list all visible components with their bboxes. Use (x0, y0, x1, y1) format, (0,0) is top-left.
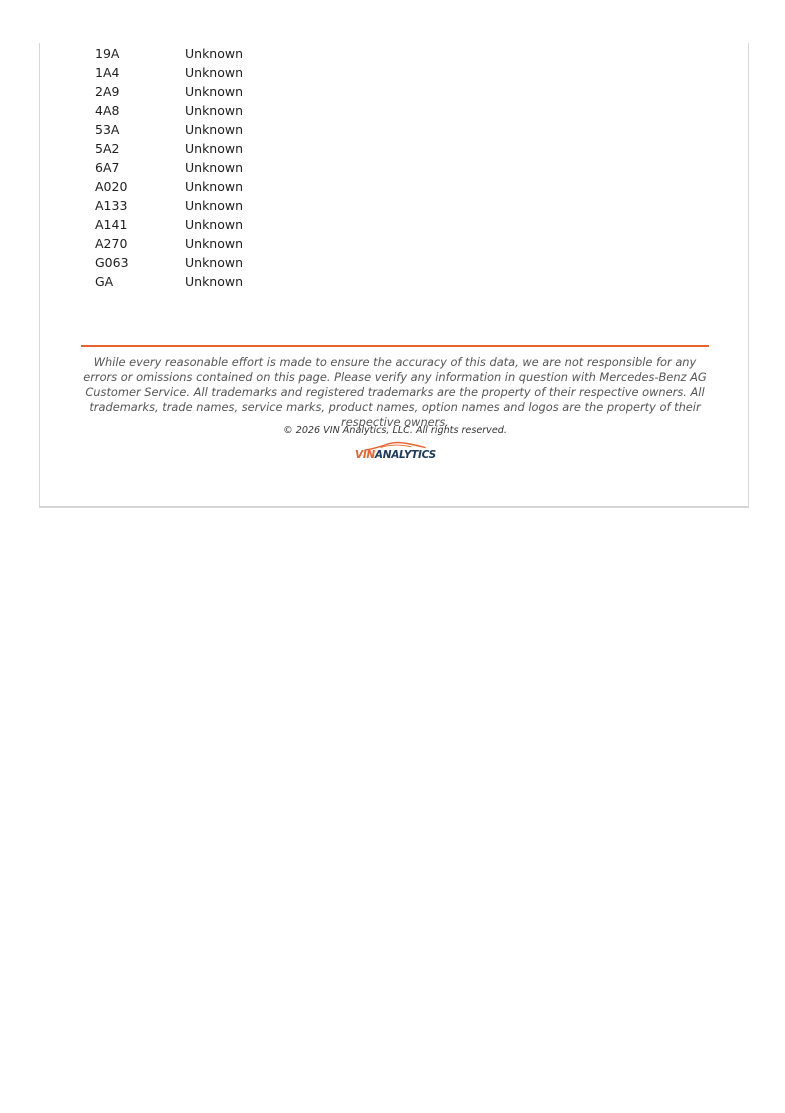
option-description: Unknown (185, 236, 244, 251)
option-code: A133 (95, 198, 128, 213)
table-row (95, 253, 385, 272)
option-code: GA (95, 274, 114, 289)
option-description: Unknown (185, 160, 244, 175)
option-description: Unknown (185, 122, 244, 137)
option-code: 5A2 (95, 141, 120, 156)
options-table (95, 44, 385, 291)
copyright-text: © 2026 VIN Analytics, LLC. All rights reserved. (283, 425, 507, 436)
option-description: Unknown (185, 274, 244, 289)
table-row (95, 139, 385, 158)
option-description: Unknown (185, 217, 244, 232)
table-row (95, 101, 385, 120)
option-code: 53A (95, 122, 120, 137)
option-code: G063 (95, 255, 129, 270)
option-code: A141 (95, 217, 128, 232)
disclaimer-text: While every reasonable effort is made to ensure the accuracy of this data, we are not responsible for any errors or omissions contained on this page. Please verify any information in question with Mercedes-Benz AG Customer Service. All trademarks and registered trademarks are the property of their respective owners. All trademarks, trade names, service marks, product names, option names and logos are the property of their respective owners. (83, 355, 707, 429)
option-code: 2A9 (95, 84, 120, 99)
option-description: Unknown (185, 46, 244, 61)
table-row (95, 120, 385, 139)
option-code: 1A4 (95, 65, 120, 80)
option-code: 4A8 (95, 103, 120, 118)
option-description: Unknown (185, 179, 244, 194)
vin-analytics-logo (349, 440, 439, 464)
option-code: A270 (95, 236, 128, 251)
table-row (95, 272, 385, 291)
footer-divider (81, 345, 709, 347)
table-row (95, 63, 385, 82)
option-code: A020 (95, 179, 128, 194)
option-description: Unknown (185, 141, 244, 156)
table-row (95, 158, 385, 177)
options-table-body (95, 44, 385, 291)
logo-analytics-text: ANALYTICS (374, 449, 436, 461)
report-page (39, 43, 749, 508)
option-description: Unknown (185, 198, 244, 213)
option-description: Unknown (185, 65, 244, 80)
table-row (95, 215, 385, 234)
logo-wordmark (355, 448, 436, 462)
option-code: 19A (95, 46, 120, 61)
option-description: Unknown (185, 255, 244, 270)
option-description: Unknown (185, 84, 244, 99)
logo-vin-text: VIN (355, 449, 375, 461)
option-description: Unknown (185, 103, 244, 118)
table-row (95, 177, 385, 196)
option-code: 6A7 (95, 160, 120, 175)
table-row (95, 82, 385, 101)
table-row (95, 44, 385, 63)
table-row (95, 234, 385, 253)
table-row (95, 196, 385, 215)
